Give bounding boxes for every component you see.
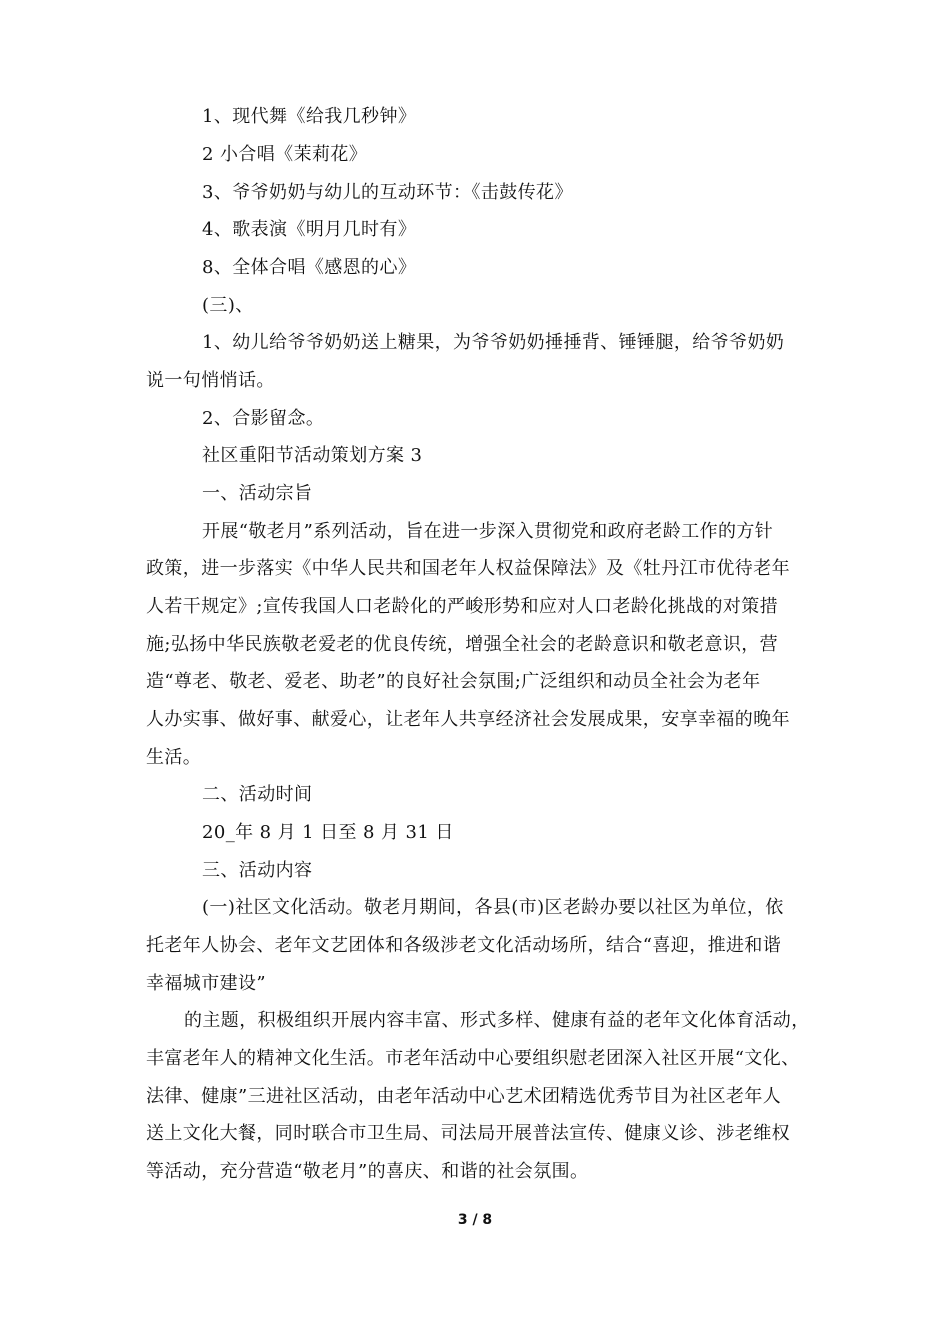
page-number: 3 / 8 xyxy=(457,1212,493,1228)
paragraph-line: (一)社区文化活动。敬老月期间，各县(市)区老龄办要以社区为单位，依 xyxy=(202,897,784,918)
paragraph-line: 政策，进一步落实《中华人民共和国老年人权益保障法》及《牡丹江市优待老年 xyxy=(146,558,790,579)
paragraph-line: 送上文化大餐，同时联合市卫生局、司法局开展普法宣传、健康义诊、涉老维权 xyxy=(146,1123,790,1144)
paragraph-line: 2、合影留念。 xyxy=(202,408,325,429)
paragraph-line: 说一句悄悄话。 xyxy=(146,370,275,391)
paragraph-line: 法律、健康”三进社区活动，由老年活动中心艺术团精选优秀节目为社区老年人 xyxy=(146,1086,782,1107)
program-item-4: 4、歌表演《明月几时有》 xyxy=(202,219,417,240)
program-item-8: 8、全体合唱《感恩的心》 xyxy=(202,257,417,278)
paragraph-line: 施;弘扬中华民族敬老爱老的优良传统，增强全社会的老龄意识和敬老意识，营 xyxy=(146,634,779,655)
heading-time: 二、活动时间 xyxy=(202,784,313,805)
plan-title: 社区重阳节活动策划方案 3 xyxy=(202,445,423,466)
heading-purpose: 一、活动宗旨 xyxy=(202,483,313,504)
paragraph-line: 人若干规定》;宣传我国人口老龄化的严峻形势和应对人口老龄化挑战的对策措 xyxy=(146,596,779,617)
program-item-1: 1、现代舞《给我几秒钟》 xyxy=(202,106,417,127)
paragraph-line: 丰富老年人的精神文化生活。市老年活动中心要组织慰老团深入社区开展“文化、 xyxy=(146,1048,800,1069)
program-item-3: 3、爷爷奶奶与幼儿的互动环节：《击鼓传花》 xyxy=(202,182,573,203)
paragraph-line: 1、幼儿给爷爷奶奶送上糖果，为爷爷奶奶捶捶背、锤锤腿，给爷爷奶奶 xyxy=(202,332,785,353)
paragraph-line: 等活动，充分营造“敬老月”的喜庆、和谐的社会氛围。 xyxy=(146,1161,589,1182)
paragraph-line: 托老年人协会、老年文艺团体和各级涉老文化活动场所，结合“喜迎，推进和谐 xyxy=(146,935,782,956)
paragraph-line: 生活。 xyxy=(146,747,202,768)
paragraph-line: 造“尊老、敬老、爱老、助老”的良好社会氛围;广泛组织和动员全社会为老年 xyxy=(146,671,761,692)
program-item-2: 2 小合唱《茉莉花》 xyxy=(202,144,368,165)
paragraph-line: 的主题，积极组织开展内容丰富、形式多样、健康有益的老年文化体育活动， xyxy=(184,1010,810,1031)
section-heading-three: (三)、 xyxy=(202,295,254,316)
activity-date: 20_年 8 月 1 日至 8 月 31 日 xyxy=(202,822,454,843)
paragraph-line: 开展“敬老月”系列活动，旨在进一步深入贯彻党和政府老龄工作的方针 xyxy=(202,521,774,542)
paragraph-line: 幸福城市建设” xyxy=(146,973,267,994)
heading-content: 三、活动内容 xyxy=(202,860,313,881)
paragraph-line: 人办实事、做好事、献爱心，让老年人共享经济社会发展成果，安享幸福的晚年 xyxy=(146,709,790,730)
